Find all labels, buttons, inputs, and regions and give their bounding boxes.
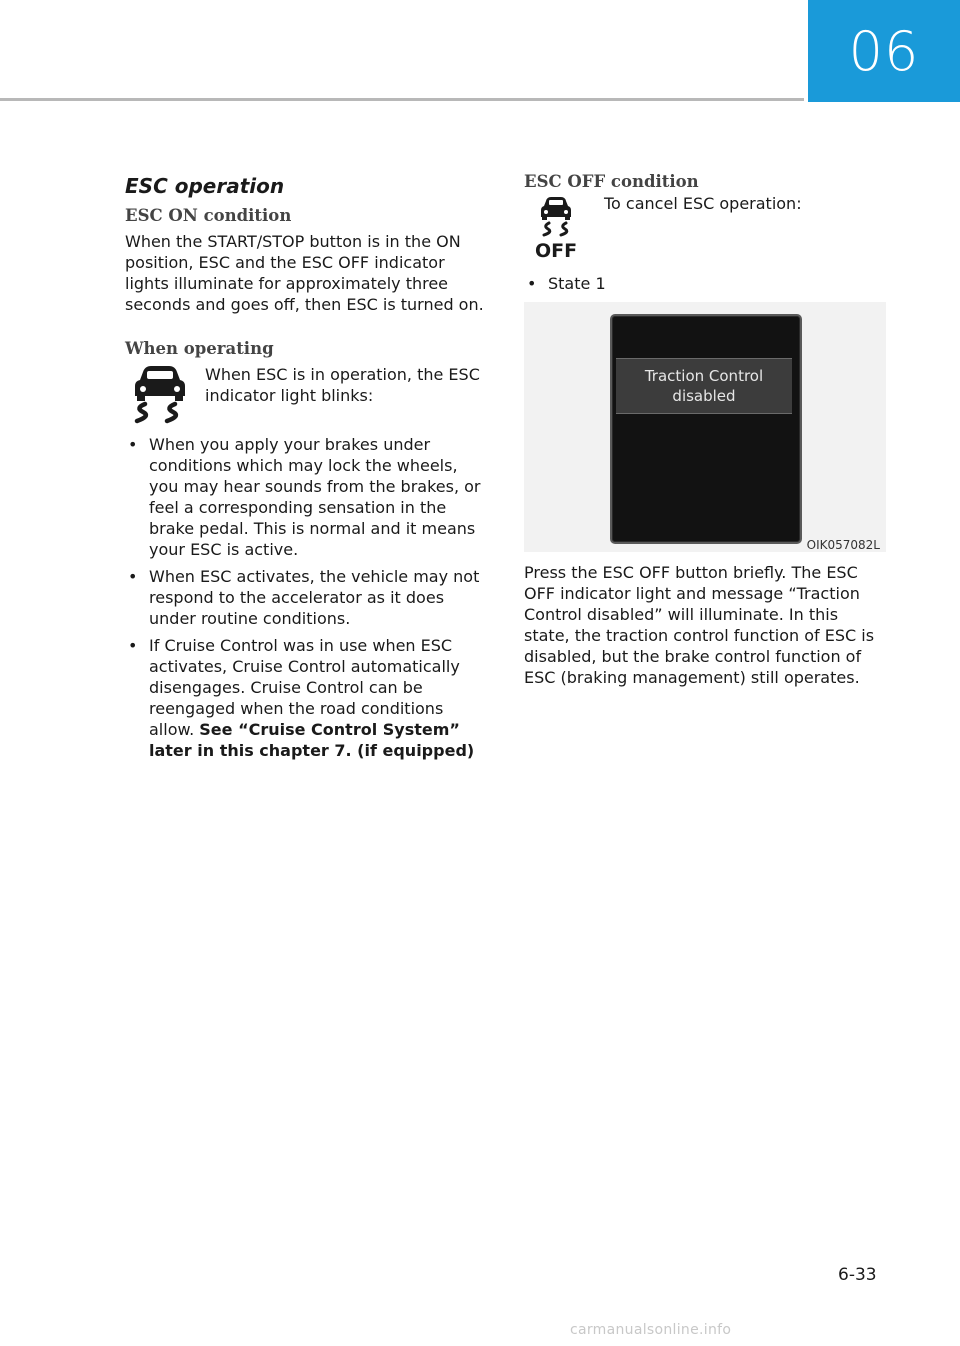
esc-indicator-row xyxy=(125,364,490,422)
press-text: Press the ESC OFF button briefly. The ESC OFF indicator light and message “Traction Control disabled” will illuminate. In this state, the traction control function of ESC is disabled, but the brake control function of ESC (braking management) still operates. xyxy=(524,563,875,687)
left-column xyxy=(125,170,490,767)
esc-off-indicator-row xyxy=(524,194,886,267)
esc-indicator-icon xyxy=(125,364,205,422)
operating-bullets xyxy=(125,434,490,761)
state-label: • State 1 xyxy=(524,273,886,294)
cross-reference: See “Cruise Control System” later in this chapter 7. (if equipped) xyxy=(149,720,475,760)
esc-on-text: When the START/STOP button is in the ON position, ESC and the ESC OFF indicator lights illuminate for approximately three seconds and goes off, then ESC is turned on. xyxy=(125,232,484,314)
page-number: 6-33 xyxy=(838,1265,877,1285)
esc-on-heading: ESC ON condition xyxy=(125,206,292,225)
cluster-screen xyxy=(610,314,802,544)
right-column xyxy=(524,170,886,688)
cluster-display-figure xyxy=(524,302,886,552)
esc-off-indicator-icon xyxy=(524,197,604,267)
list-item xyxy=(125,635,490,761)
state-bullets xyxy=(524,273,886,294)
esc-off-heading: ESC OFF condition xyxy=(524,172,699,191)
chapter-tab xyxy=(808,0,960,102)
section-title: ESC operation xyxy=(125,174,285,198)
figure-code: OIK057082L xyxy=(806,538,880,552)
header-divider xyxy=(0,98,804,101)
off-label: OFF xyxy=(534,240,578,262)
message-line-2: disabled xyxy=(672,387,736,405)
list-item: • When you apply your brakes under conditions which may lock the wheels, you may hear sounds from the brakes, or feel a corresponding sensation in the brake pedal. This is normal and it means your ESC is active. xyxy=(125,434,490,560)
bullet3-text: If Cruise Control was in use when ESC activates, Cruise Control automatically disengages. Cruise Control can be reengaged when the road conditions allow. xyxy=(149,636,460,739)
when-operating-text: When ESC is in operation, the ESC indicator light blinks: xyxy=(205,365,480,405)
when-operating-heading: When operating xyxy=(125,339,274,358)
cancel-text: To cancel ESC operation: xyxy=(604,194,802,213)
list-item: • When ESC activates, the vehicle may not respond to the accelerator as it does under routine conditions. xyxy=(125,566,490,629)
traction-control-message xyxy=(616,358,792,414)
chapter-number: 06 xyxy=(848,19,920,83)
watermark: carmanualsonline.info xyxy=(570,1322,732,1338)
message-line-1: Traction Control xyxy=(644,367,764,385)
